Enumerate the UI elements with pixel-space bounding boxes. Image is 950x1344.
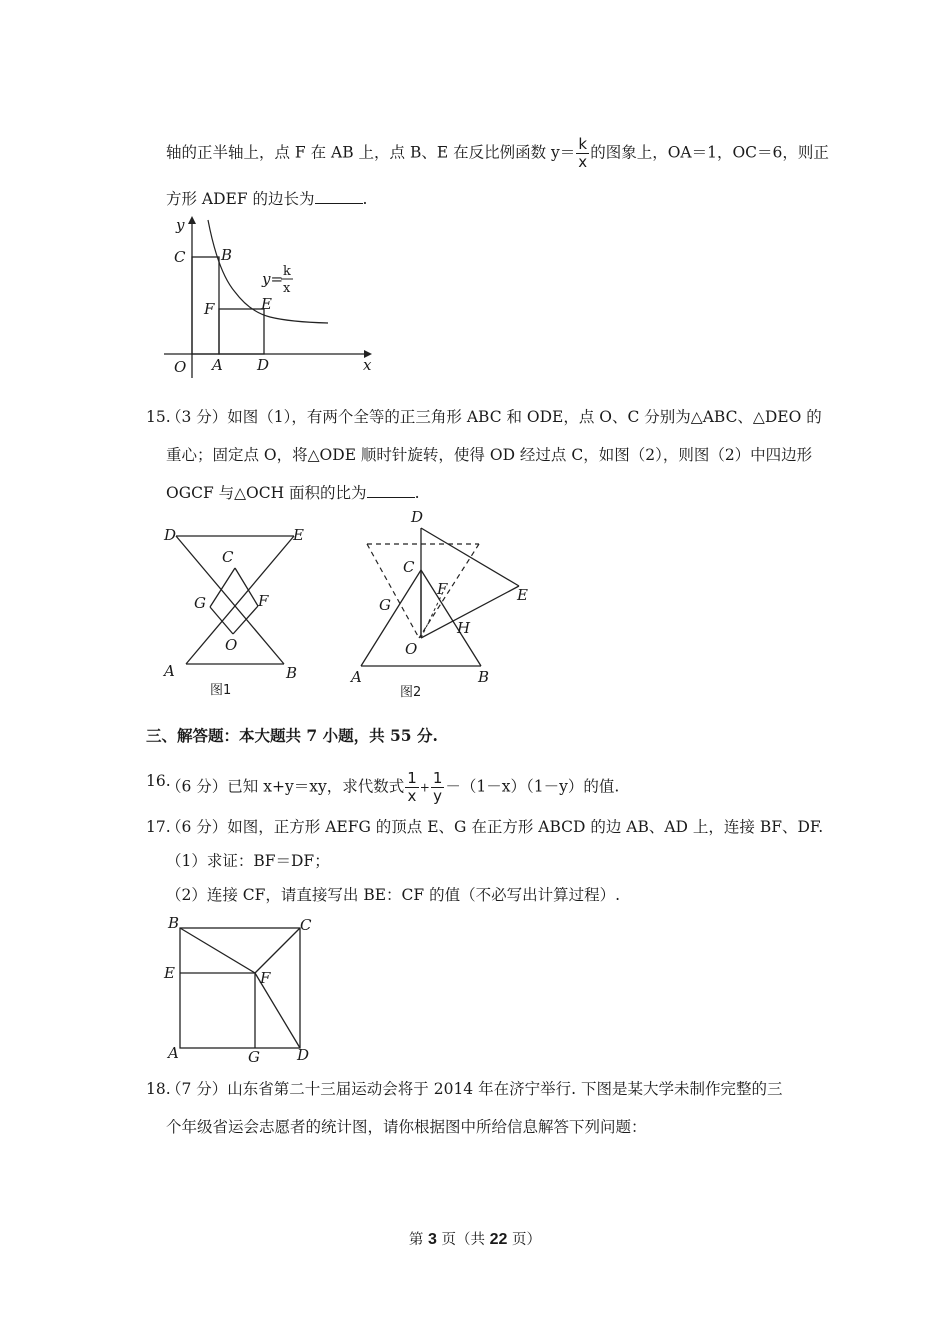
- fig15a-label-g: G: [194, 594, 206, 612]
- fig15a-label-b: B: [286, 664, 298, 682]
- q14-figure: [160, 212, 380, 380]
- q14-func-num: k: [283, 264, 291, 279]
- q14-label-a: A: [212, 356, 223, 374]
- q17-number: 17.: [146, 818, 171, 836]
- fig15a-label-e: E: [293, 526, 304, 544]
- q14-func-den: x: [283, 281, 291, 296]
- q16-frac2: [431, 770, 445, 805]
- q18-number: 18.: [146, 1080, 171, 1098]
- footer-pre: 第: [408, 1232, 429, 1248]
- q15-line2: 重心；固定点 O，将△ODE 顺时针旋转，使得 OD 经过点 C，如图（2），则图（2）中四边形: [166, 446, 813, 464]
- q14-frac-num: k: [576, 136, 589, 154]
- q14-frac-den: x: [578, 153, 588, 171]
- q14-line1: [166, 136, 829, 171]
- fig15b-caption: 图2: [400, 685, 422, 700]
- q16-frac1-num: 1: [407, 769, 417, 787]
- fig15b-label-b: B: [478, 668, 490, 686]
- fig17-label-g: G: [248, 1048, 260, 1066]
- q14-label-b: B: [221, 246, 233, 264]
- q15-line3: [166, 482, 420, 504]
- q14-graph: [160, 212, 380, 380]
- page-footer: [0, 1228, 950, 1249]
- fig15a-label-a: A: [164, 662, 175, 680]
- q16-plus: +: [419, 780, 430, 795]
- q15-line3-text: OGCF 与△OCH 面积的比为: [166, 484, 367, 502]
- q14-label-y: y: [176, 216, 185, 234]
- q15-figure1-svg: [160, 522, 310, 702]
- fig15a-label-f: F: [258, 592, 269, 610]
- footer-post: 页）: [507, 1232, 542, 1248]
- q14-line2: [166, 188, 367, 210]
- q14-label-x: x: [363, 356, 372, 374]
- q14-line1-text-a: 轴的正半轴上，点 F 在 AB 上，点 B、E 在反比例函数 y＝: [166, 143, 576, 162]
- fig15b-label-c: C: [403, 558, 415, 576]
- q14-line2-end: .: [362, 190, 368, 208]
- q17-line1: [146, 816, 824, 838]
- q17-figure: [160, 912, 320, 1067]
- q15-figure2-svg: [345, 506, 545, 702]
- q15-line1-text: （3 分）如图（1），有两个全等的正三角形 ABC 和 ODE，点 O、C 分别为△ABC、△DEO 的: [166, 408, 822, 426]
- q17-sub2: （2）连接 CF，请直接写出 BE：CF 的值（不必写出计算过程）.: [166, 886, 621, 904]
- q14-label-e: E: [261, 295, 272, 313]
- q18-line2: 个年级省运会志愿者的统计图，请你根据图中所给信息解答下列问题：: [166, 1118, 647, 1136]
- fig17-label-b: B: [168, 914, 180, 932]
- fig15b-label-o: O: [405, 640, 418, 658]
- fig15b-label-e: E: [517, 586, 528, 604]
- footer-mid: 页（共: [436, 1232, 490, 1248]
- fig15a-label-d: D: [164, 526, 177, 544]
- section3-title: 三、解答题：本大题共 7 小题，共 55 分.: [146, 726, 438, 745]
- q16-text-b: －（1－x）（1－y）的值.: [445, 777, 620, 796]
- fig15a-caption: 图1: [210, 683, 232, 698]
- q16-frac1: [405, 770, 419, 805]
- q16-frac2-num: 1: [432, 769, 443, 787]
- fig17-label-d: D: [297, 1046, 310, 1064]
- q16-line: [146, 769, 620, 805]
- q16-number: 16.: [146, 772, 171, 790]
- fig17-label-c: C: [300, 916, 312, 934]
- fig15b-label-d: D: [411, 508, 424, 526]
- q17-figure-svg: [160, 912, 320, 1067]
- q15-figure1: [160, 522, 310, 702]
- q15-figure2: [345, 506, 545, 702]
- q17-sub1: （1）求证：BF＝DF；: [166, 852, 330, 870]
- q15-answer-blank: [367, 483, 415, 498]
- q14-label-c: C: [174, 248, 186, 266]
- fig15b-label-h: H: [457, 619, 471, 637]
- fig15b-label-f: F: [437, 580, 448, 598]
- q14-label-d: D: [257, 356, 270, 374]
- footer-page-number: 3: [428, 1231, 437, 1248]
- fig15b-label-g: G: [379, 596, 391, 614]
- q17-line1-text: （6 分）如图，正方形 AEFG 的顶点 E、G 在正方形 ABCD 的边 AB、AD 上，连接 BF、DF.: [166, 818, 824, 836]
- fig15a-label-o: O: [225, 636, 238, 654]
- q14-label-o: O: [174, 358, 187, 376]
- q18-line1-text: （7 分）山东省第二十三届运动会将于 2014 年在济宁举行. 下图是某大学未制作完整的三: [166, 1080, 783, 1098]
- fig17-label-f: F: [260, 969, 271, 987]
- q15-line3-end: .: [414, 484, 420, 502]
- q14-line2-text: 方形 ADEF 的边长为: [166, 190, 315, 208]
- fig15a-label-c: C: [222, 548, 234, 566]
- fig17-label-a: A: [168, 1044, 179, 1062]
- footer-total-pages: 22: [489, 1231, 508, 1248]
- q14-line1-text-b: 的图象上，OA＝1，OC＝6，则正: [590, 143, 829, 162]
- q14-fraction: [576, 136, 589, 171]
- q16-frac2-den: y: [433, 787, 443, 805]
- q14-func-y: y=: [262, 270, 284, 288]
- q14-answer-blank: [315, 189, 363, 204]
- q15-line1: [146, 406, 822, 428]
- q16-frac1-den: x: [407, 787, 417, 805]
- fig17-label-e: E: [164, 964, 175, 982]
- q18-line1: [146, 1078, 783, 1100]
- q15-number: 15.: [146, 408, 171, 426]
- q14-label-f: F: [204, 300, 215, 318]
- q16-text-a: （6 分）已知 x+y＝xy，求代数式: [166, 777, 405, 796]
- fig15b-label-a: A: [351, 668, 362, 686]
